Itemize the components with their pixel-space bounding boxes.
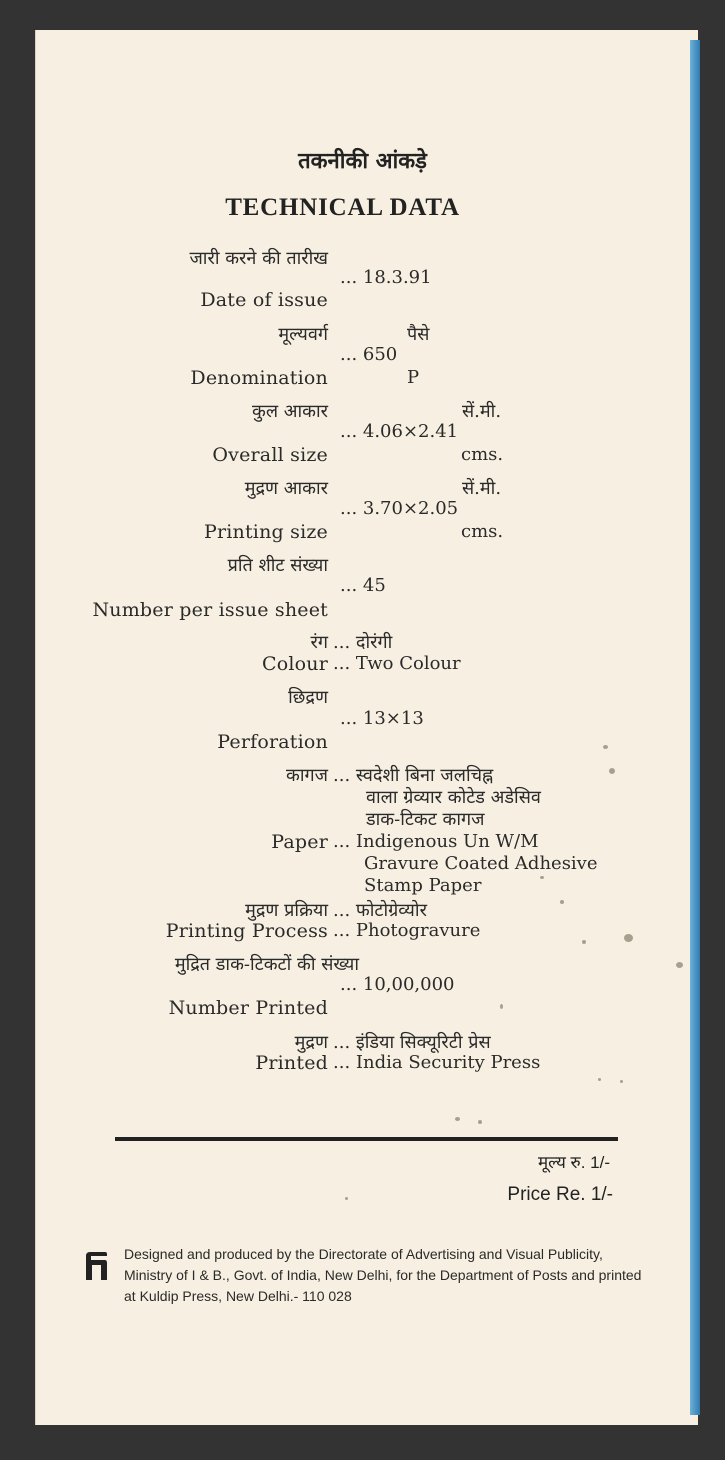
printing-process-value-hindi: ... फोटोग्रेव्योर <box>333 900 427 921</box>
printing-size-unit-hindi: सें.मी. <box>462 478 502 499</box>
printed-label: Printed <box>255 1052 328 1074</box>
heading-hindi: तकनीकी आंकड़े <box>298 148 427 174</box>
overall-size-label: Overall size <box>212 444 328 466</box>
number-printed-label: Number Printed <box>168 997 328 1019</box>
number-printed-label-hindi: मुद्रित डाक-टिकटों की संख्या <box>174 954 359 975</box>
overall-size-value: ... 4.06×2.41 <box>340 421 459 442</box>
date-value: ... 18.3.91 <box>340 267 432 288</box>
denomination-value: ... 650 <box>340 344 398 365</box>
printing-process-label: Printing Process <box>165 920 328 942</box>
price-english: Price Re. 1/- <box>507 1184 613 1205</box>
colour-label-hindi: रंग <box>310 632 328 653</box>
printing-process-value: ... Photogravure <box>333 920 481 941</box>
printing-size-unit: cms. <box>461 521 504 542</box>
colour-value-hindi: ... दोरंगी <box>333 632 393 653</box>
colour-label: Colour <box>261 653 328 675</box>
printed-label-hindi: मुद्रण <box>294 1032 328 1053</box>
number-printed-value: ... 10,00,000 <box>340 974 455 995</box>
paper-line-3: Stamp Paper <box>364 875 482 896</box>
number-per-sheet-label-hindi: प्रति शीट संख्या <box>227 555 328 576</box>
paper-hindi-line-1: ... स्वदेशी बिना जलचिह्न <box>333 765 494 786</box>
paper-line-2: Gravure Coated Adhesive <box>364 853 598 874</box>
paper-hindi-line-2: वाला ग्रेव्यार कोटेड अडेसिव <box>366 787 541 808</box>
paper-label-hindi: कागज <box>286 765 328 786</box>
blue-edge-strip <box>690 40 700 1415</box>
overall-size-unit: cms. <box>461 444 504 465</box>
date-label-hindi: जारी करने की तारीख <box>189 248 328 269</box>
denomination-label: Denomination <box>190 367 328 389</box>
date-label: Date of issue <box>200 289 328 311</box>
price-hindi: मूल्य रु. 1/- <box>538 1153 610 1172</box>
paper-label: Paper <box>271 831 328 853</box>
denomination-unit-hindi: पैसे <box>407 324 430 345</box>
printed-value: ... India Security Press <box>333 1052 541 1073</box>
divider-rule <box>115 1137 618 1141</box>
colour-value: ... Two Colour <box>333 653 461 674</box>
perforation-label: Perforation <box>217 731 328 753</box>
paper-hindi-line-3: डाक-टिकट कागज <box>366 809 485 830</box>
heading-english: TECHNICAL DATA <box>225 194 460 221</box>
paper-line-1: ... Indigenous Un W/M <box>333 831 539 852</box>
perforation-label-hindi: छिद्रण <box>288 687 328 708</box>
overall-size-unit-hindi: सें.मी. <box>462 401 502 422</box>
printing-size-label: Printing size <box>203 521 328 543</box>
dav-p-logo-icon <box>83 1250 109 1282</box>
printing-size-value: ... 3.70×2.05 <box>340 498 459 519</box>
footer-credit: Designed and produced by the Directorate of Advertising and Visual Publicity, Ministry of I & B., Govt. of India, New Delhi, for the Department of Posts and printed at Kuldip Press, New Delhi.- 110 028 <box>124 1246 642 1304</box>
number-per-sheet-value: ... 45 <box>340 575 386 596</box>
overall-size-label-hindi: कुल आकार <box>252 401 328 422</box>
printing-size-label-hindi: मुद्रण आकार <box>244 478 328 499</box>
number-per-sheet-label: Number per issue sheet <box>92 599 328 621</box>
denomination-label-hindi: मूल्यवर्ग <box>278 324 328 345</box>
printing-process-label-hindi: मुद्रण प्रक्रिया <box>245 900 328 921</box>
denomination-unit: P <box>407 367 420 388</box>
printed-value-hindi: ... इंडिया सिक्यूरिटी प्रेस <box>333 1032 491 1053</box>
perforation-value: ... 13×13 <box>340 708 424 729</box>
